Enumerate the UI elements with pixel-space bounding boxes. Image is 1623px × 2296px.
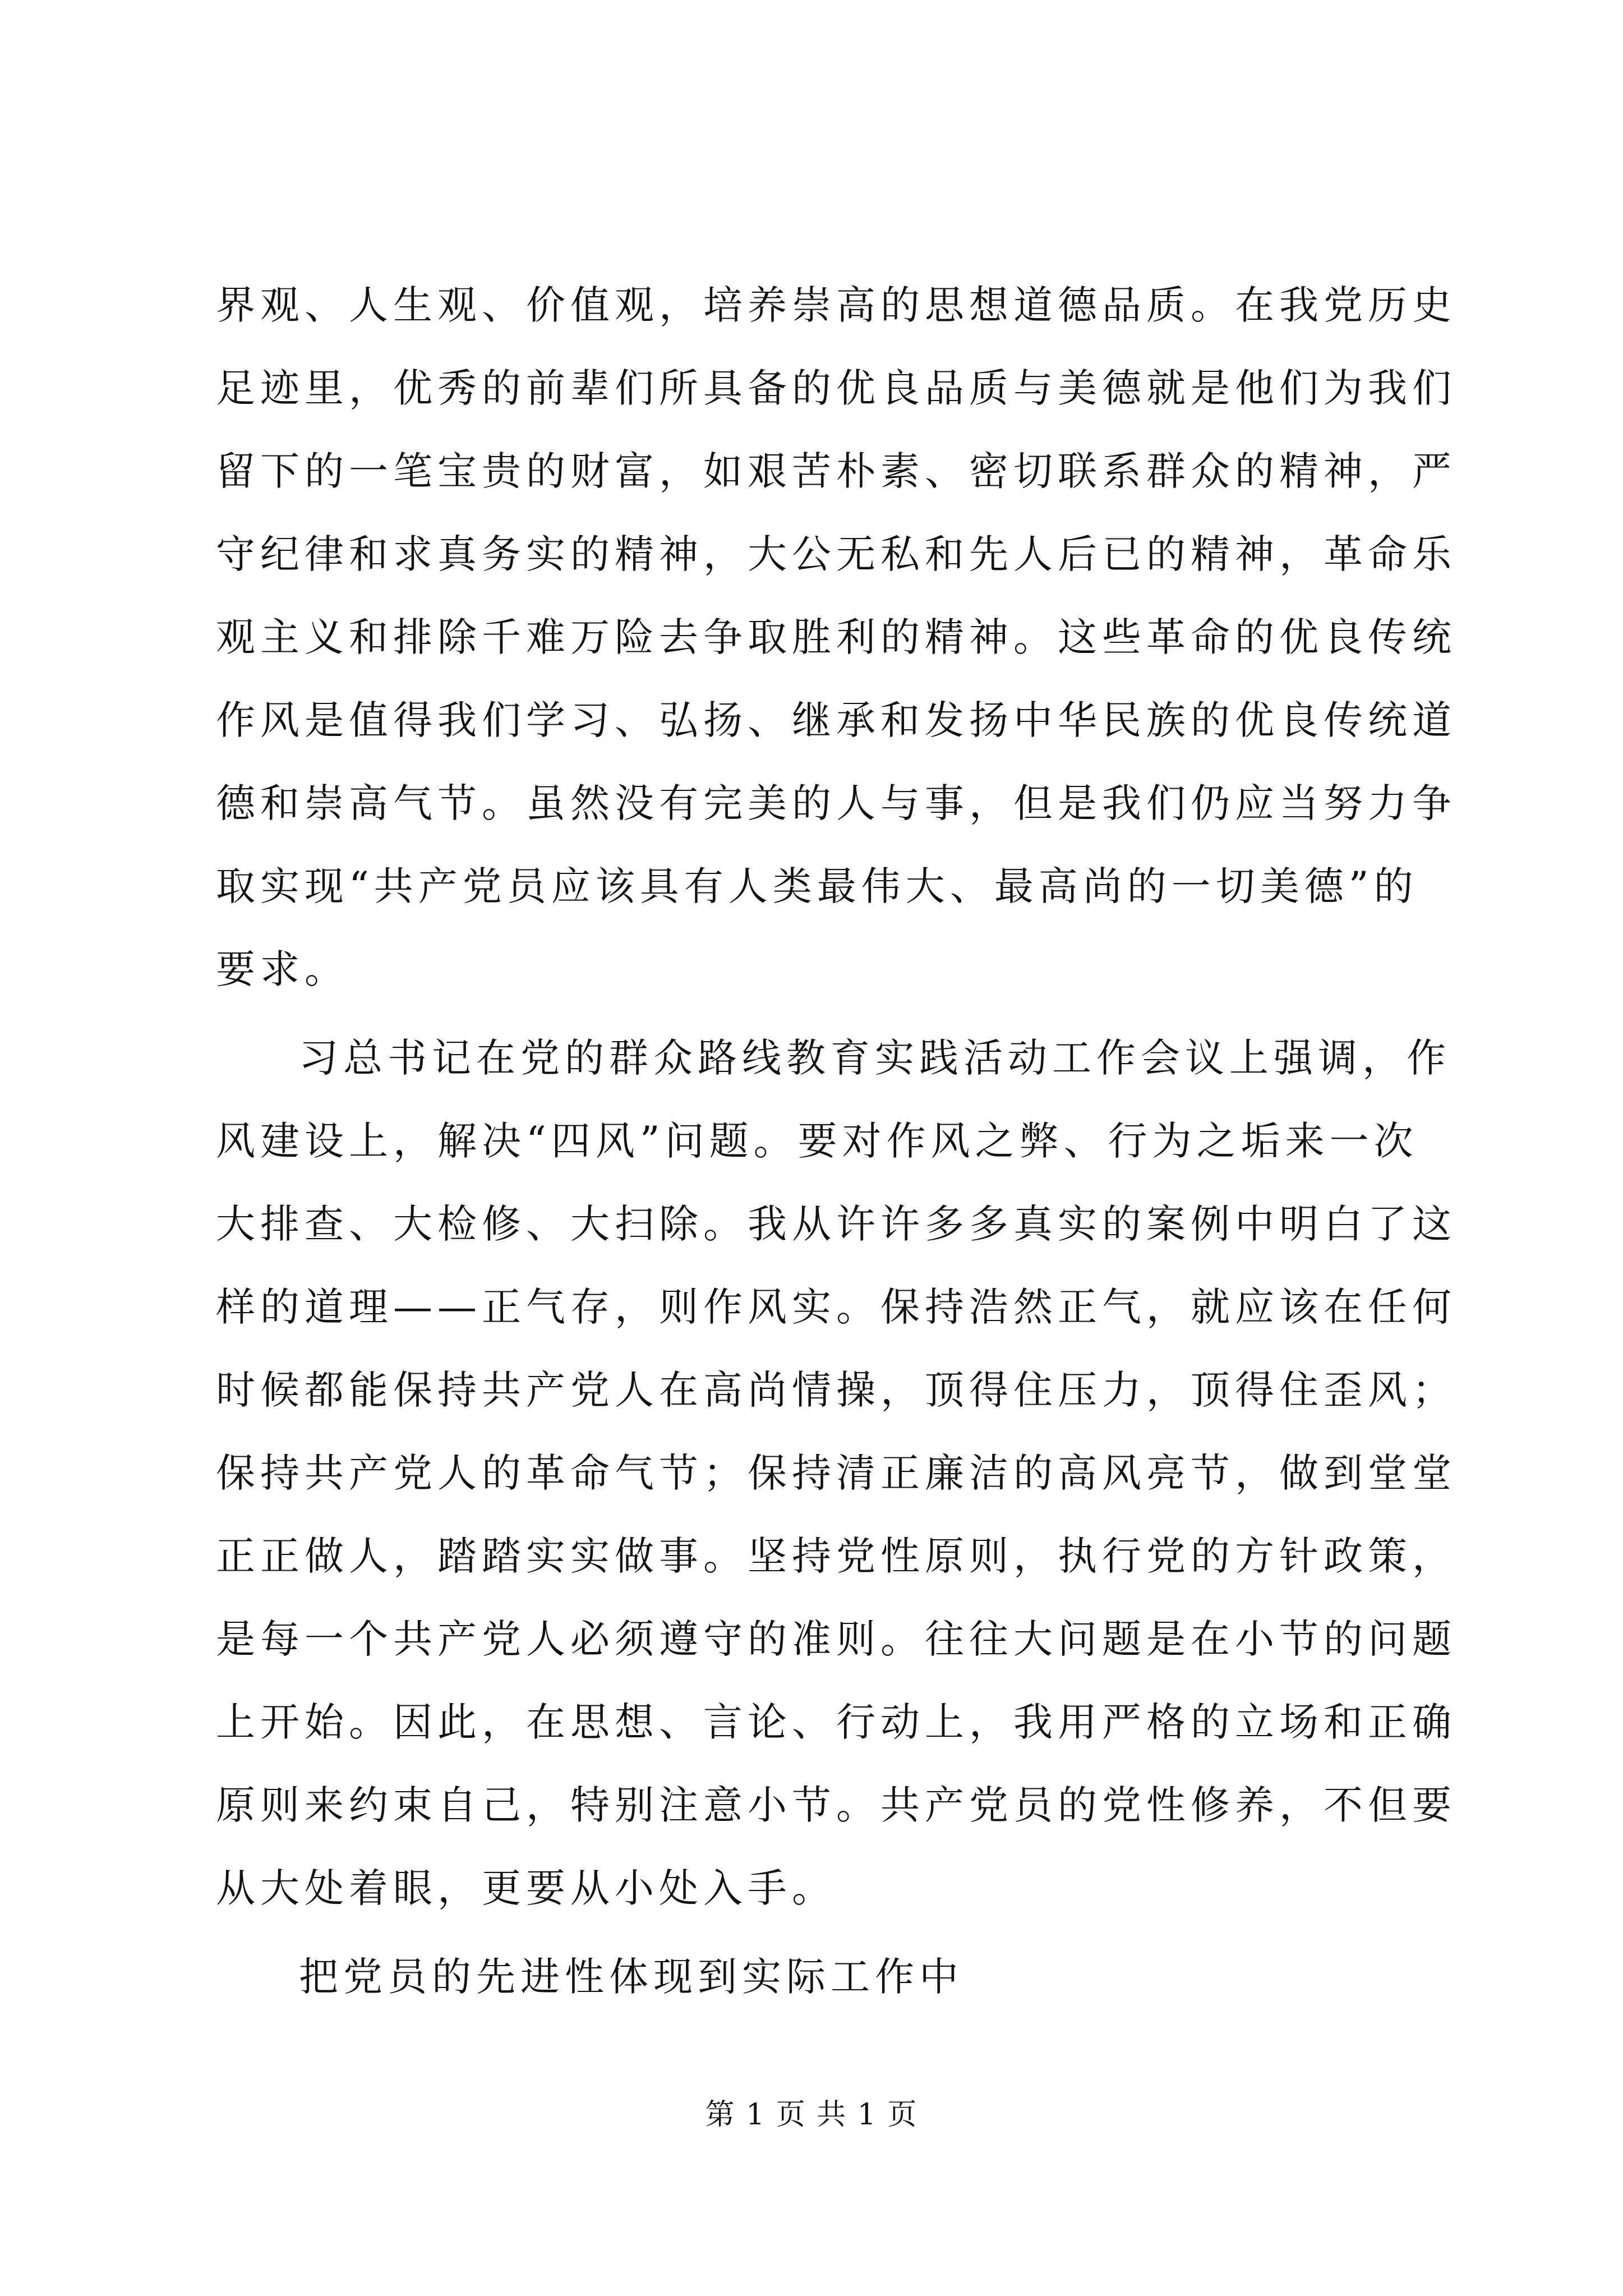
text-line: 留下的一笔宝贵的财富，如艰苦朴素、密切联系群众的精神，严	[216, 448, 1456, 494]
paragraph-2	[216, 1016, 1456, 1930]
text-line: 界观、人生观、价值观，培养崇高的思想道德品质。在我党历史	[216, 282, 1456, 328]
text-line: 大排查、大检修、大扫除。我从许许多多真实的案例中明白了这	[216, 1201, 1456, 1247]
paragraph-spacer	[216, 1930, 1416, 1935]
text-line: 守纪律和求真务实的精神，大公无私和先人后已的精神，革命乐	[216, 531, 1456, 577]
paragraph-1	[216, 264, 1456, 1011]
text-line: 风建设上，解决“四风”问题。要对作风之弊、行为之垢来一次	[216, 1118, 1418, 1164]
text-line: 上开始。因此，在思想、言论、行动上，我用严格的立场和正确	[216, 1699, 1456, 1745]
paragraph-spacer	[216, 1011, 1416, 1016]
text-line: 要求。	[216, 946, 349, 992]
text-line: 保持共产党人的革命气节；保持清正廉洁的高风亮节，做到堂堂	[216, 1450, 1456, 1496]
text-line: 取实现“共产党员应该具有人类最伟大、最高尚的一切美德”的	[216, 863, 1418, 909]
paragraph-3	[216, 1935, 1416, 2018]
text-line: 德和崇高气节。虽然没有完美的人与事，但是我们仍应当努力争	[216, 780, 1456, 826]
text-line: 样的道理——正气存，则作风实。保持浩然正气，就应该在任何	[216, 1284, 1456, 1330]
document-body	[216, 264, 1456, 2018]
text-line: 时候都能保持共产党人在高尚情操，顶得住压力，顶得住歪风；	[216, 1367, 1456, 1413]
text-line: 原则来约束自己，特别注意小节。共产党员的党性修养，不但要	[216, 1782, 1456, 1828]
text-line: 习总书记在党的群众路线教育实践活动工作会议上强调，作	[299, 1035, 1451, 1081]
text-line: 把党员的先进性体现到实际工作中	[299, 1954, 963, 2000]
text-line: 足迹里，优秀的前辈们所具备的优良品质与美德就是他们为我们	[216, 365, 1456, 411]
page-number-footer: 第 1 页 共 1 页	[705, 2098, 918, 2132]
text-line: 观主义和排除千难万险去争取胜利的精神。这些革命的优良传统	[216, 614, 1456, 660]
text-line: 正正做人，踏踏实实做事。坚持党性原则，执行党的方针政策，	[216, 1533, 1456, 1579]
text-line: 是每一个共产党人必须遵守的准则。往往大问题是在小节的问题	[216, 1616, 1456, 1662]
text-line: 从大处着眼，更要从小处入手。	[216, 1865, 836, 1911]
text-line: 作风是值得我们学习、弘扬、继承和发扬中华民族的优良传统道	[216, 697, 1456, 743]
